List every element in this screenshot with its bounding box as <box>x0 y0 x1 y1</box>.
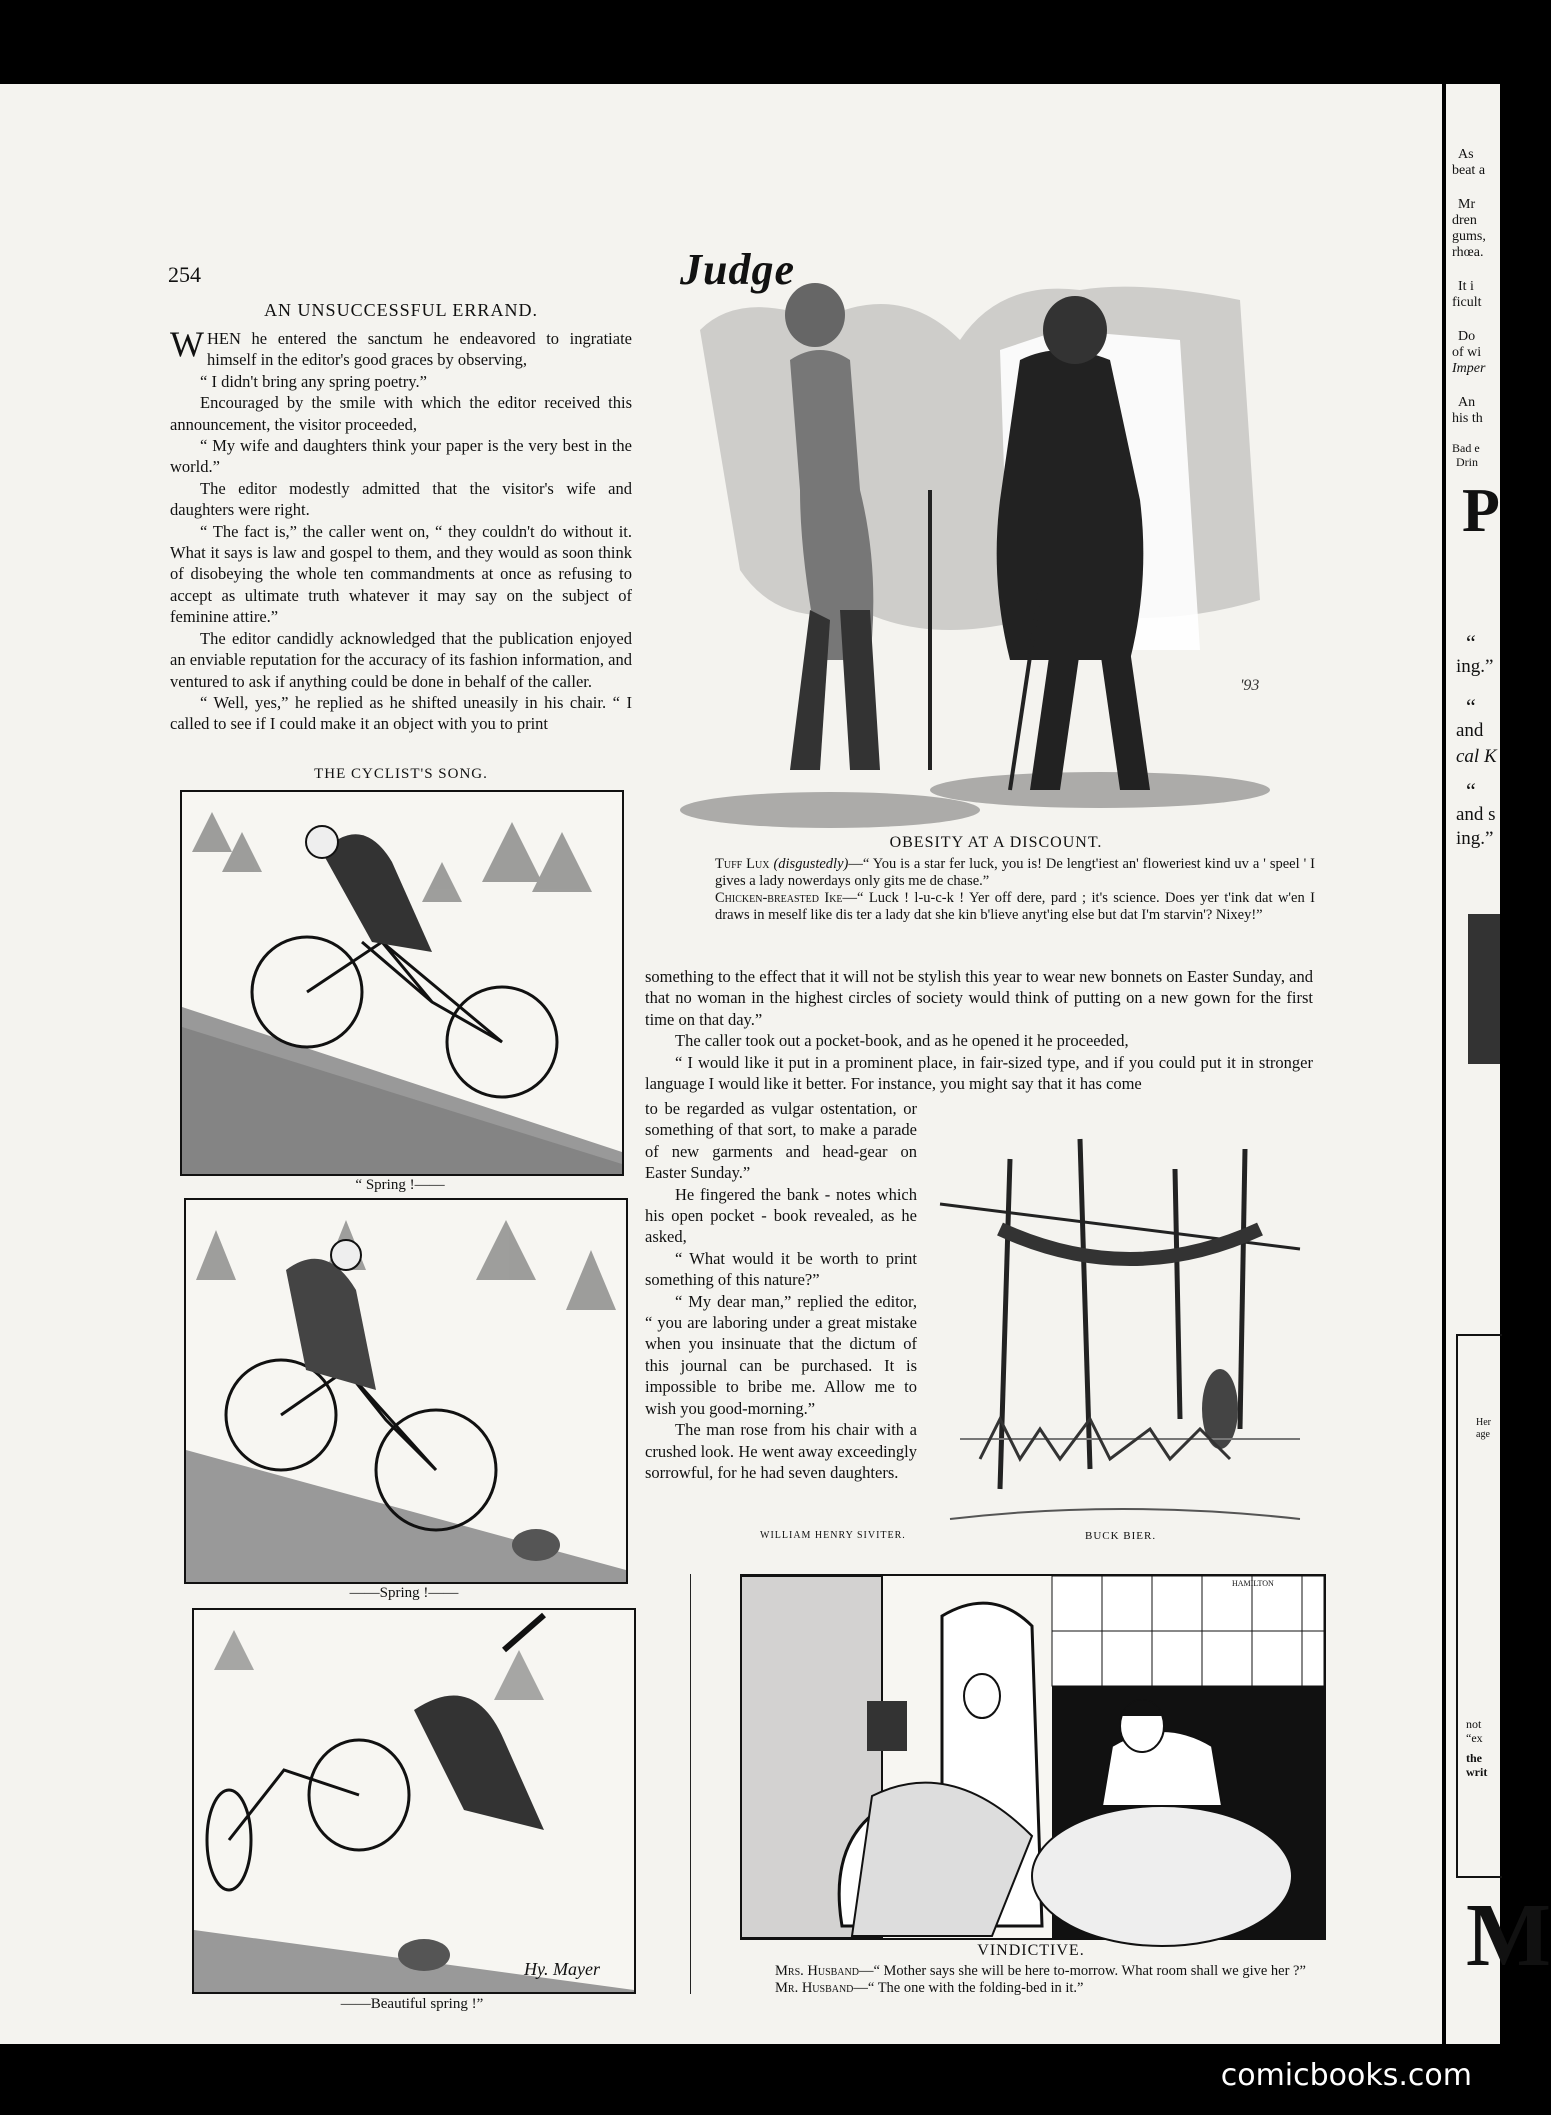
fragment-text: beat a <box>1452 163 1486 178</box>
mayer-signature: Hy. Mayer <box>524 1959 600 1979</box>
fragment-text: ing.” <box>1456 828 1494 849</box>
fragment-text: An <box>1458 395 1476 410</box>
vindictive-panel <box>740 1574 1326 1940</box>
speaker-name: Mrs. Husband <box>775 1963 859 1979</box>
fragment-text: the <box>1466 1751 1482 1765</box>
page-number: 254 <box>168 262 201 287</box>
paragraph: “ Well, yes,” he replied as he shifted uneasily in his chair. “ I called to see if I could make it an object with you to print <box>170 692 632 734</box>
paragraph: “ What would it be worth to print something of this nature?” <box>645 1248 917 1290</box>
cyclist-panel-3 <box>192 1608 636 1994</box>
paragraph: The editor modestly admitted that the visitor's wife and daughters were right. <box>170 478 632 520</box>
fragment-text: Drin <box>1456 455 1478 469</box>
cyclist-illustration-3 <box>194 1610 634 1992</box>
fragment-text: dren <box>1452 213 1477 228</box>
stage-direction: (disgustedly) <box>773 856 849 872</box>
fragment-text: It i <box>1458 279 1474 294</box>
fragment-text: cal K <box>1456 746 1497 767</box>
cyclist-title: THE CYCLIST'S SONG. <box>314 766 488 782</box>
article-col1 <box>170 324 632 735</box>
obesity-signature: '93 <box>1240 677 1260 694</box>
paragraph: something to the effect that it will not be stylish this year to wear new bonnets on Easter Sunday, and that no woman in the highest circles of society would think of putting on a new gown for the first time on that day.” <box>645 967 1313 1029</box>
vindictive-caption <box>745 1963 1327 1997</box>
paragraph: “ The fact is,” the caller went on, “ they couldn't do without it. What it says is law and gospel to them, and they would as soon think of disobeying the whole ten commandments at once as refusing to accept as ultimate truth whatever it may say on the subject of feminine attire.” <box>170 521 632 627</box>
drop-cap: W <box>170 324 204 364</box>
article-title: AN UNSUCCESSFUL ERRAND. <box>264 300 538 320</box>
masthead: Judge <box>680 245 795 294</box>
cyclist-caption-2: ——Spring !—— <box>349 1585 459 1601</box>
fragment-text: age <box>1476 1429 1490 1440</box>
fragment-text: his th <box>1452 411 1483 426</box>
dialogue-line: —“ The one with the folding-bed in it.” <box>853 1980 1084 1996</box>
hamilton-signature: HAMILTON <box>1232 1579 1274 1588</box>
cyclist-caption-3: ——Beautiful spring !” <box>340 1996 484 2012</box>
fragment-text: Imper <box>1452 361 1486 376</box>
fragment-text: P <box>1462 477 1500 545</box>
fragment-text: and <box>1456 720 1484 741</box>
article-narrow <box>645 1098 917 1483</box>
fragment-text: and s <box>1456 804 1496 825</box>
paragraph: “ I would like it put in a prominent place, in fair-sized type, and if you could put it in stronger language I would like it better. For instance, you might say that it has come <box>645 1052 1313 1094</box>
paragraph: to be regarded as vulgar ostentation, or something of that sort, to make a parade of new garments and head-gear on Easter Sunday.” <box>645 1099 917 1183</box>
paragraph: The caller took out a pocket-book, and as he opened it he proceeded, <box>675 1031 1129 1051</box>
source-watermark: comicbooks.com <box>1220 2058 1472 2093</box>
illustration-credit: BUCK BIER. <box>1085 1530 1157 1542</box>
fragment-text: ing.” <box>1456 656 1494 677</box>
paragraph: The editor candidly acknowledged that the publication enjoyed an enviable reputation for the accuracy of its fashion information, and ventured to ask if anything could be done in behalf of the caller. <box>170 628 632 691</box>
fragment-text: As <box>1458 147 1474 162</box>
dialogue-line: —“ Luck ! l-u-c-k ! Yer off dere, pard ; it's science. Does yer t'ink dat w'en I draws in meself like dis ter a lady dat she kin b'lieve anyt'ing else but dat I'm starvin'? Nixey!” <box>715 890 1315 923</box>
facing-page-strip <box>1446 84 1551 2044</box>
fragment-text: not <box>1466 1717 1482 1731</box>
dialogue-line: —“ You is a star fer luck, you is! De lengt'iest an' floweriest kind uv a ' speel ' I gives a lady nowerdays only gits me de chase.” <box>715 856 1315 889</box>
paragraph: He fingered the bank - notes which his open pocket - book revealed, as he asked, <box>645 1184 917 1247</box>
obesity-illustration <box>680 270 1312 830</box>
cyclist-panel-2 <box>184 1198 628 1584</box>
speaker-name: Tuff Lux <box>715 856 770 872</box>
fragment-text: Mr <box>1458 197 1476 212</box>
cyclist-illustration-1 <box>182 792 622 1174</box>
fragment-text: ficult <box>1452 295 1482 310</box>
cyclist-caption-1: “ Spring !—— <box>355 1177 445 1193</box>
fragment-text: Bad e <box>1452 441 1480 455</box>
fragment-text: of wi <box>1452 345 1482 360</box>
fragment-text: “ <box>1466 630 1476 655</box>
dialogue-line: —“ Mother says she will be here to-morrow. What room shall we give her ?” <box>858 1963 1306 1979</box>
column-rule <box>690 1574 691 1994</box>
fragment-text: “ <box>1466 778 1476 803</box>
cyclist-illustration-2 <box>186 1200 626 1582</box>
fragment-text: rhœa. <box>1452 245 1484 260</box>
speaker-name: Chicken-breasted Ike <box>715 890 843 906</box>
fragment-text: writ <box>1466 1765 1488 1779</box>
paragraph: The man rose from his chair with a crushed look. He went away exceedingly sorrowful, for he had seven daughters. <box>645 1420 917 1482</box>
cyclist-panel-1 <box>180 790 624 1176</box>
paragraph: “ My wife and daughters think your paper is the very best in the world.” <box>170 436 632 477</box>
fragment-text: gums, <box>1452 229 1486 244</box>
speaker-name: Mr. Husband <box>775 1980 854 1996</box>
vindictive-title: VINDICTIVE. <box>977 1942 1085 1959</box>
fragment-text: Do <box>1458 329 1476 344</box>
paragraph: “ My dear man,” replied the editor, “ you are laboring under a great mistake when you insinuate that the dictum of this journal can be purchased. It is impossible to bribe me. Allow me to wish you good-morning.” <box>645 1291 917 1418</box>
magazine-page <box>0 84 1442 2044</box>
fragment-text: Her <box>1476 1417 1491 1428</box>
obesity-caption <box>715 856 1315 924</box>
fragment-text: “ex <box>1466 1731 1483 1745</box>
paragraph: HEN he entered the sanctum he endeavored to ingratiate himself in the editor's good graces by observing, <box>206 329 632 370</box>
fragment-text: M <box>1466 1886 1551 1985</box>
fragment-text: “ <box>1466 694 1476 719</box>
vindictive-illustration <box>742 1576 1324 1938</box>
article-author: WILLIAM HENRY SIVITER. <box>760 1530 906 1541</box>
article-wide <box>645 966 1313 1094</box>
paragraph: “ I didn't bring any spring poetry.” <box>200 371 427 391</box>
obesity-title: OBESITY AT A DISCOUNT. <box>889 834 1103 851</box>
paragraph: Encouraged by the smile with which the editor received this announcement, the visitor proceeded, <box>170 393 632 434</box>
hammock-illustration <box>940 1099 1310 1529</box>
facing-page-product-illustration <box>1468 914 1500 1064</box>
